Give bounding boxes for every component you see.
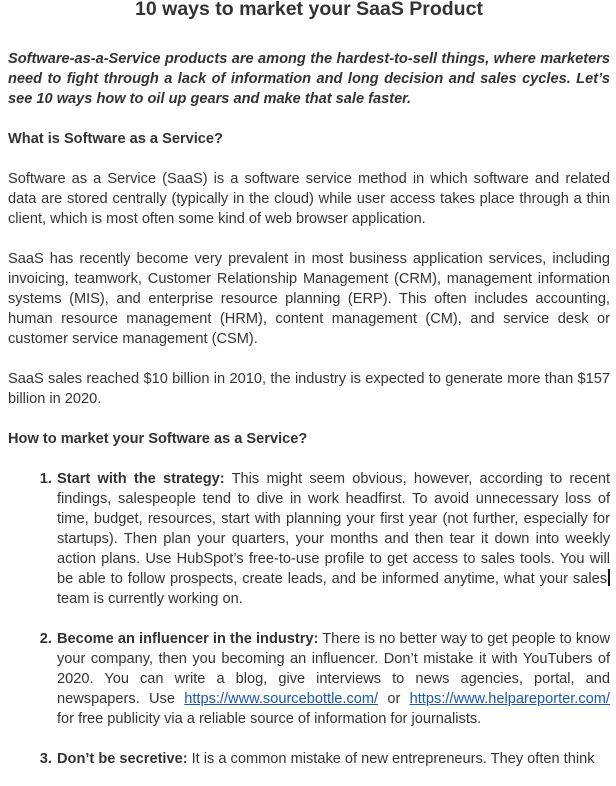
list-item-text-continued: team is currently working on.: [57, 591, 243, 607]
list-item-title: Don’t be secretive:: [57, 751, 188, 767]
list-item-influencer: [56, 629, 610, 729]
marketing-ways-list: [8, 469, 610, 769]
paragraph-saas-sales: SaaS sales reached $10 billion in 2010, the industry is expected to generate more than $157 billion in 2020.: [8, 371, 610, 407]
list-item-secretive: [56, 749, 610, 769]
section-heading-how-to-market: How to market your Software as a Service?: [8, 431, 308, 447]
list-item-text: There is no better way to get people to know your company, then you becoming an influencer. Don’t mistake it with YouTubers of 2020. You can write a blog, give interviews to news agencies, portal, and newspapers. Use: [57, 631, 610, 707]
list-item-text-end: for free publicity via a reliable source of information for journalists.: [57, 711, 482, 727]
paragraph-saas-prevalence: SaaS has recently become very prevalent in most business application services, including invoicing, teamwork, Customer Relationship Management (CRM), management information systems (MIS), and enterprise resource planning (ERP). This often includes accounting, human resource management (HRM), content management (CM), and service desk or customer service management (CSM).: [8, 251, 610, 347]
text-cursor: [608, 569, 610, 586]
list-item-strategy: [56, 469, 610, 609]
list-item-text-or: or: [378, 691, 410, 707]
link-helpareporter[interactable]: https://www.helpareporter.com/: [409, 691, 610, 707]
link-sourcebottle[interactable]: https://www.sourcebottle.com/: [184, 691, 379, 707]
list-item-text: This might seem obvious, however, according to recent findings, salespeople tend to dive in work headfirst. To avoid unnecessary loss of time, budget, resources, start with planning your first year (not further, especially for startups). Then plan your quarters, your months and then tear it down into weekly action plans. Use HubSpot’s free-to-use profile to get access to sales tools. You will be able to follow prospects, create leads, and be informed anytime, what your sales: [57, 471, 610, 587]
section-heading-what-is-saas: What is Software as a Service?: [8, 131, 223, 147]
list-item-title: Start with the strategy:: [57, 471, 225, 487]
intro-paragraph: Software-as-a-Service products are among the hardest-to-sell things, where marketers need to fight through a lack of information and long decision and sales cycles. Let’s see 10 ways how to oil up gears and make that sale faster.: [8, 51, 610, 107]
list-item-title: Become an influencer in the industry:: [57, 631, 319, 647]
list-item-text: It is a common mistake of new entrepreneurs. They often think: [187, 751, 595, 767]
paragraph-saas-definition: Software as a Service (SaaS) is a software service method in which software and related data are stored centrally (typically in the cloud) while user access takes place through a thin client, which is most often some kind of web browser application.: [8, 171, 610, 227]
page-title: 10 ways to market your SaaS Product: [135, 0, 483, 20]
